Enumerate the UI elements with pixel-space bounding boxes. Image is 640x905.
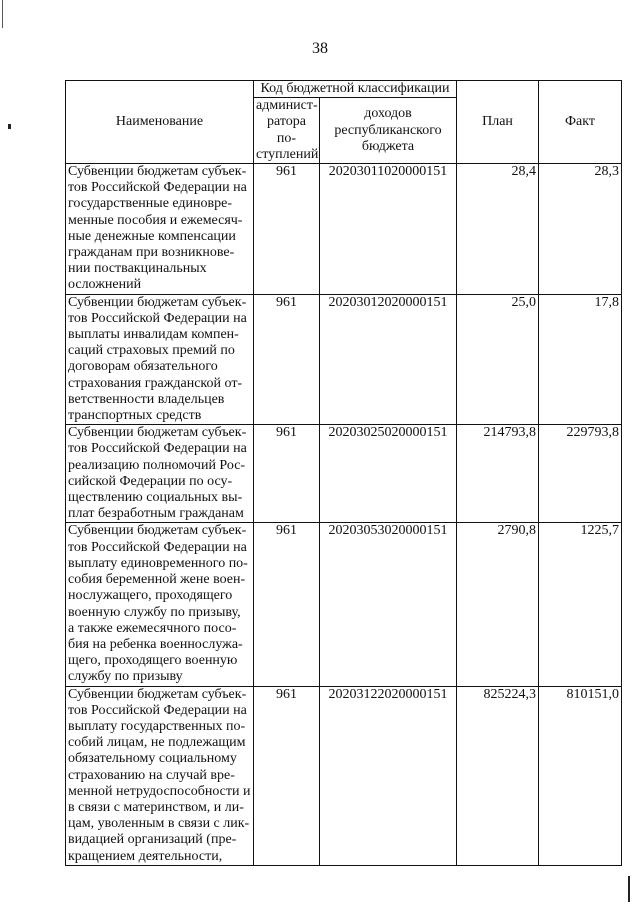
- admin-line: ступлений: [256, 146, 319, 162]
- name-line: тов Российской Федерации на: [68, 441, 247, 457]
- col-header-plan: План: [457, 81, 539, 164]
- col-header-kbk: Код бюджетной классификации: [254, 81, 457, 98]
- budget-table: [65, 80, 622, 866]
- page-number: 38: [312, 40, 328, 57]
- name-line: саций страховых премий по: [68, 343, 235, 359]
- row-admin-code: 961: [254, 294, 320, 425]
- income-line: республиканского: [334, 122, 442, 138]
- row-admin-code: 961: [254, 425, 320, 523]
- scan-dot-mark: [8, 124, 11, 129]
- name-line: осложнений: [68, 277, 142, 293]
- name-line: нии поствакцинальных: [68, 261, 207, 277]
- name-line: менной нетрудоспособности и: [68, 783, 251, 799]
- row-plan: 825224,3: [457, 686, 539, 865]
- table-row: [66, 523, 622, 686]
- row-name: [66, 686, 254, 865]
- name-line: выплату государственных по-: [68, 718, 246, 734]
- admin-line: ратора по-: [267, 114, 306, 146]
- name-line: выплату единовременного по-: [68, 555, 248, 571]
- name-line: Субвенции бюджетам субъек-: [68, 686, 247, 702]
- name-line: плат безработным гражданам: [68, 506, 244, 522]
- income-line: бюджета: [361, 138, 415, 154]
- scan-edge-mark: [2, 0, 3, 28]
- row-fact: 229793,8: [539, 425, 622, 523]
- name-line: кращением деятельности,: [68, 848, 223, 864]
- name-line: страхования гражданской от-: [68, 375, 243, 391]
- row-plan: 214793,8: [457, 425, 539, 523]
- row-admin-code: 961: [254, 164, 320, 295]
- name-line: выплаты инвалидам компен-: [68, 327, 239, 343]
- table-row: [66, 425, 622, 523]
- col-header-name: Наименование: [66, 81, 254, 164]
- name-line: транспортных средств: [68, 408, 202, 424]
- row-name: [66, 164, 254, 295]
- table-row: [66, 294, 622, 425]
- name-line: бия на ребенка военнослужа-: [68, 636, 243, 652]
- name-line: ные денежные компенсации: [68, 228, 236, 244]
- name-line: Субвенции бюджетам субъек-: [68, 425, 247, 441]
- table-row: [66, 164, 622, 295]
- row-plan: 25,0: [457, 294, 539, 425]
- col-header-fact: Факт: [539, 81, 622, 164]
- name-line: гражданам при возникнове-: [68, 245, 235, 261]
- row-name: [66, 425, 254, 523]
- row-fact: 17,8: [539, 294, 622, 425]
- name-line: тов Российской Федерации на: [68, 180, 247, 196]
- row-admin-code: 961: [254, 523, 320, 686]
- name-line: цам, уволенным в связи с лик-: [68, 816, 250, 832]
- name-line: менные пособия и ежемесяч-: [68, 212, 243, 228]
- name-line: сийской Федерации по осу-: [68, 473, 233, 489]
- name-line: договорам обязательного: [68, 359, 218, 375]
- name-line: Субвенции бюджетам субъек-: [68, 294, 247, 310]
- name-line: нослужащего, проходящего: [68, 588, 233, 604]
- name-line: страхованию на случай вре-: [68, 767, 235, 783]
- row-admin-code: 961: [254, 686, 320, 865]
- table-row: [66, 686, 622, 865]
- row-plan: 2790,8: [457, 523, 539, 686]
- name-line: ветственности владельцев: [68, 391, 225, 407]
- name-line: собий лицам, не подлежащим: [68, 735, 246, 751]
- row-income-code: 20203122020000151: [320, 686, 457, 865]
- name-line: государственные единовре-: [68, 196, 233, 212]
- name-line: реализацию полномочий Рос-: [68, 457, 246, 473]
- name-line: Субвенции бюджетам субъек-: [68, 164, 247, 180]
- name-line: ществлению социальных вы-: [68, 490, 243, 506]
- row-name: [66, 294, 254, 425]
- income-line: доходов: [364, 106, 412, 122]
- name-line: военную службу по призыву,: [68, 604, 241, 620]
- name-line: обязательному социальному: [68, 751, 237, 767]
- row-fact: 810151,0: [539, 686, 622, 865]
- row-fact: 1225,7: [539, 523, 622, 686]
- scan-corner-mark: [628, 876, 630, 902]
- col-header-income: [320, 98, 457, 164]
- name-line: щего, проходящего военную: [68, 653, 238, 669]
- name-line: тов Российской Федерации на: [68, 539, 247, 555]
- row-fact: 28,3: [539, 164, 622, 295]
- name-line: а также ежемесячного посо-: [68, 620, 237, 636]
- row-income-code: 20203011020000151: [320, 164, 457, 295]
- name-line: тов Российской Федерации на: [68, 310, 247, 326]
- row-income-code: 20203025020000151: [320, 425, 457, 523]
- row-plan: 28,4: [457, 164, 539, 295]
- name-line: службу по призыву: [68, 669, 183, 685]
- row-income-code: 20203053020000151: [320, 523, 457, 686]
- name-line: видацией организаций (пре-: [68, 832, 237, 848]
- name-line: тов Российской Федерации на: [68, 702, 247, 718]
- admin-line: админист-: [256, 98, 318, 114]
- row-income-code: 20203012020000151: [320, 294, 457, 425]
- row-name: [66, 523, 254, 686]
- name-line: собия беременной жене воен-: [68, 572, 246, 588]
- name-line: Субвенции бюджетам субъек-: [68, 523, 247, 539]
- col-header-admin: [254, 98, 320, 164]
- name-line: в связи с материнством, и ли-: [68, 799, 244, 815]
